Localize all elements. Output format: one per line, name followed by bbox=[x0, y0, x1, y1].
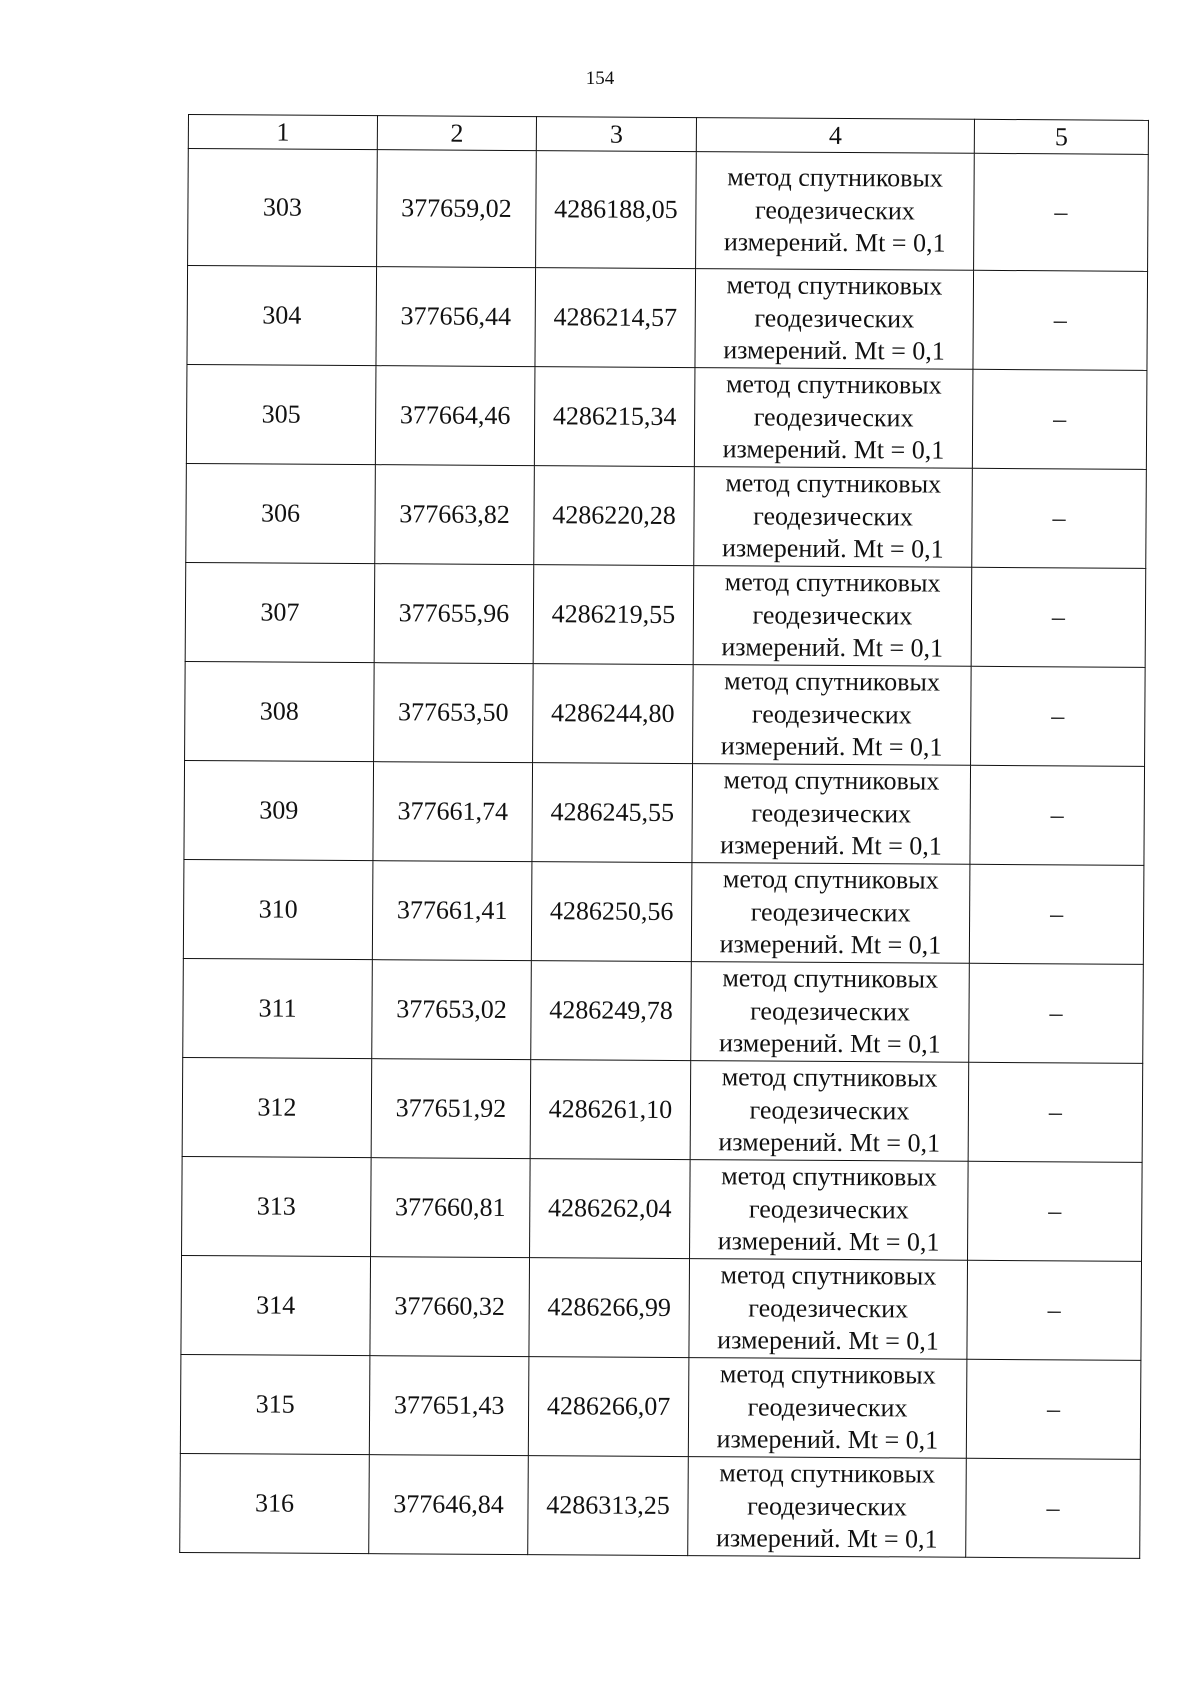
method-cell bbox=[692, 764, 971, 865]
note-cell: – bbox=[973, 270, 1148, 370]
x-coordinate-cell: 377651,92 bbox=[371, 1059, 531, 1159]
note-cell: – bbox=[967, 1260, 1142, 1360]
table-row bbox=[180, 1453, 1141, 1558]
method-line-2: геодезических bbox=[749, 1095, 910, 1126]
y-coordinate-cell: 4286219,55 bbox=[533, 565, 694, 665]
header-row bbox=[188, 115, 1148, 155]
table-row bbox=[187, 266, 1148, 371]
x-coordinate-cell: 377646,84 bbox=[369, 1455, 529, 1555]
method-line-2: геодезических bbox=[752, 600, 913, 631]
method-line-1: метод спутниковых bbox=[723, 765, 940, 796]
note-cell: – bbox=[968, 1062, 1143, 1162]
point-number-cell: 307 bbox=[185, 562, 375, 662]
method-cell bbox=[689, 1259, 968, 1360]
method-line-1: метод спутниковых bbox=[720, 1260, 937, 1291]
method-line-1: метод спутниковых bbox=[724, 567, 941, 598]
method-line-2: геодезических bbox=[754, 195, 915, 226]
point-number-cell: 315 bbox=[180, 1354, 370, 1454]
method-line-2: геодезических bbox=[748, 1194, 909, 1225]
note-cell: – bbox=[971, 567, 1146, 667]
method-line-3: измерений. Mt = 0,1 bbox=[720, 731, 943, 762]
point-number-cell: 313 bbox=[182, 1156, 372, 1256]
point-number-cell: 304 bbox=[187, 266, 377, 366]
table-row bbox=[180, 1354, 1141, 1459]
y-coordinate-cell: 4286245,55 bbox=[532, 763, 693, 863]
method-line-1: метод спутниковых bbox=[719, 1458, 936, 1489]
y-coordinate-cell: 4286215,34 bbox=[534, 367, 695, 467]
method-line-3: измерений. Mt = 0,1 bbox=[716, 1424, 939, 1455]
method-cell bbox=[690, 1061, 969, 1162]
x-coordinate-cell: 377656,44 bbox=[376, 267, 536, 367]
method-cell bbox=[690, 1160, 969, 1261]
method-line-3: измерений. Mt = 0,1 bbox=[718, 1127, 941, 1158]
method-line-1: метод спутниковых bbox=[725, 468, 942, 499]
x-coordinate-cell: 377655,96 bbox=[374, 564, 534, 664]
method-line-1: метод спутниковых bbox=[722, 864, 939, 895]
x-coordinate-cell: 377660,32 bbox=[370, 1257, 530, 1357]
method-line-2: геодезических bbox=[751, 699, 912, 730]
method-cell bbox=[696, 152, 975, 271]
header-col-5: 5 bbox=[974, 119, 1148, 154]
method-line-1: метод спутниковых bbox=[719, 1359, 936, 1390]
table-row bbox=[182, 1156, 1143, 1261]
method-line-1: метод спутниковых bbox=[727, 162, 944, 193]
note-cell: – bbox=[972, 468, 1147, 568]
header-col-2: 2 bbox=[377, 116, 536, 151]
method-line-2: геодезических bbox=[753, 402, 914, 433]
table-row bbox=[185, 661, 1146, 766]
table-row bbox=[186, 364, 1147, 469]
note-cell: – bbox=[971, 666, 1146, 766]
method-line-2: геодезических bbox=[750, 996, 910, 1027]
method-cell bbox=[691, 962, 970, 1063]
method-line-1: метод спутниковых bbox=[721, 1161, 937, 1192]
table-row bbox=[184, 760, 1145, 865]
method-line-2: геодезических bbox=[748, 1293, 909, 1324]
method-cell bbox=[693, 665, 972, 766]
table-header bbox=[188, 115, 1148, 155]
x-coordinate-cell: 377661,41 bbox=[372, 861, 532, 961]
note-cell: – bbox=[974, 153, 1149, 271]
x-coordinate-cell: 377660,81 bbox=[371, 1158, 531, 1258]
method-line-3: измерений. Mt = 0,1 bbox=[723, 227, 946, 258]
table-row bbox=[183, 958, 1144, 1063]
method-cell bbox=[688, 1358, 967, 1459]
x-coordinate-cell: 377659,02 bbox=[377, 150, 537, 268]
y-coordinate-cell: 4286266,07 bbox=[528, 1357, 689, 1457]
method-line-3: измерений. Mt = 0,1 bbox=[723, 335, 945, 366]
header-col-1: 1 bbox=[188, 115, 377, 150]
x-coordinate-cell: 377651,43 bbox=[369, 1356, 529, 1456]
method-cell bbox=[694, 467, 973, 568]
note-cell: – bbox=[966, 1359, 1141, 1459]
y-coordinate-cell: 4286266,99 bbox=[529, 1258, 690, 1358]
note-cell: – bbox=[966, 1458, 1141, 1558]
point-number-cell: 311 bbox=[183, 958, 373, 1058]
x-coordinate-cell: 377663,82 bbox=[375, 465, 535, 565]
method-cell bbox=[691, 863, 970, 964]
method-cell bbox=[688, 1457, 967, 1558]
note-cell: – bbox=[969, 864, 1144, 964]
method-line-3: измерений. Mt = 0,1 bbox=[717, 1226, 940, 1257]
y-coordinate-cell: 4286220,28 bbox=[534, 466, 695, 566]
y-coordinate-cell: 4286313,25 bbox=[528, 1456, 689, 1556]
x-coordinate-cell: 377661,74 bbox=[373, 762, 533, 862]
y-coordinate-cell: 4286249,78 bbox=[531, 961, 692, 1061]
point-number-cell: 316 bbox=[180, 1453, 370, 1553]
method-line-2: геодезических bbox=[747, 1392, 908, 1423]
y-coordinate-cell: 4286244,80 bbox=[533, 664, 694, 764]
point-number-cell: 309 bbox=[184, 760, 374, 860]
y-coordinate-cell: 4286214,57 bbox=[535, 268, 696, 368]
point-number-cell: 305 bbox=[186, 364, 376, 464]
coordinates-table-container bbox=[179, 114, 1148, 1559]
method-line-3: измерений. Mt = 0,1 bbox=[721, 533, 944, 564]
method-line-2: геодезических bbox=[754, 303, 915, 334]
method-line-3: измерений. Mt = 0,1 bbox=[718, 1028, 941, 1059]
method-line-1: метод спутниковых bbox=[725, 369, 942, 400]
table-row bbox=[186, 463, 1147, 568]
y-coordinate-cell: 4286261,10 bbox=[530, 1060, 691, 1160]
method-line-3: измерений. Mt = 0,1 bbox=[717, 1325, 939, 1356]
table-row bbox=[181, 1255, 1142, 1360]
method-line-3: измерений. Mt = 0,1 bbox=[719, 929, 942, 960]
point-number-cell: 312 bbox=[182, 1057, 372, 1157]
method-line-2: геодезических bbox=[753, 501, 914, 532]
note-cell: – bbox=[969, 963, 1144, 1063]
table-row bbox=[183, 859, 1144, 964]
point-number-cell: 303 bbox=[188, 149, 378, 267]
table-row bbox=[182, 1057, 1143, 1162]
point-number-cell: 308 bbox=[185, 661, 375, 761]
x-coordinate-cell: 377664,46 bbox=[375, 366, 535, 466]
method-line-3: измерений. Mt = 0,1 bbox=[720, 830, 942, 861]
point-number-cell: 306 bbox=[186, 463, 376, 563]
method-cell bbox=[693, 566, 972, 667]
x-coordinate-cell: 377653,50 bbox=[374, 663, 534, 763]
header-col-3: 3 bbox=[536, 117, 696, 152]
y-coordinate-cell: 4286262,04 bbox=[530, 1159, 691, 1259]
note-cell: – bbox=[968, 1161, 1143, 1261]
method-line-2: геодезических bbox=[751, 798, 912, 829]
method-cell bbox=[694, 368, 973, 469]
method-cell bbox=[695, 269, 974, 370]
y-coordinate-cell: 4286250,56 bbox=[531, 862, 692, 962]
method-line-2: геодезических bbox=[747, 1491, 907, 1522]
header-col-4: 4 bbox=[696, 118, 974, 154]
page-number: 154 bbox=[585, 68, 615, 89]
method-line-2: геодезических bbox=[750, 897, 911, 928]
method-line-3: измерений. Mt = 0,1 bbox=[722, 434, 945, 465]
method-line-1: метод спутниковых bbox=[724, 666, 940, 697]
note-cell: – bbox=[970, 765, 1145, 865]
point-number-cell: 310 bbox=[183, 859, 373, 959]
method-line-1: метод спутниковых bbox=[726, 270, 943, 301]
method-line-3: измерений. Mt = 0,1 bbox=[715, 1523, 938, 1554]
coordinates-table bbox=[179, 114, 1149, 1559]
x-coordinate-cell: 377653,02 bbox=[372, 960, 532, 1060]
y-coordinate-cell: 4286188,05 bbox=[536, 151, 697, 269]
table-row bbox=[185, 562, 1146, 667]
method-line-1: метод спутниковых bbox=[721, 1062, 938, 1093]
point-number-cell: 314 bbox=[181, 1255, 371, 1355]
method-line-1: метод спутниковых bbox=[722, 963, 939, 994]
method-line-3: измерений. Mt = 0,1 bbox=[721, 632, 944, 663]
table-body bbox=[180, 149, 1149, 1559]
table-row bbox=[188, 149, 1149, 272]
note-cell: – bbox=[972, 369, 1147, 469]
